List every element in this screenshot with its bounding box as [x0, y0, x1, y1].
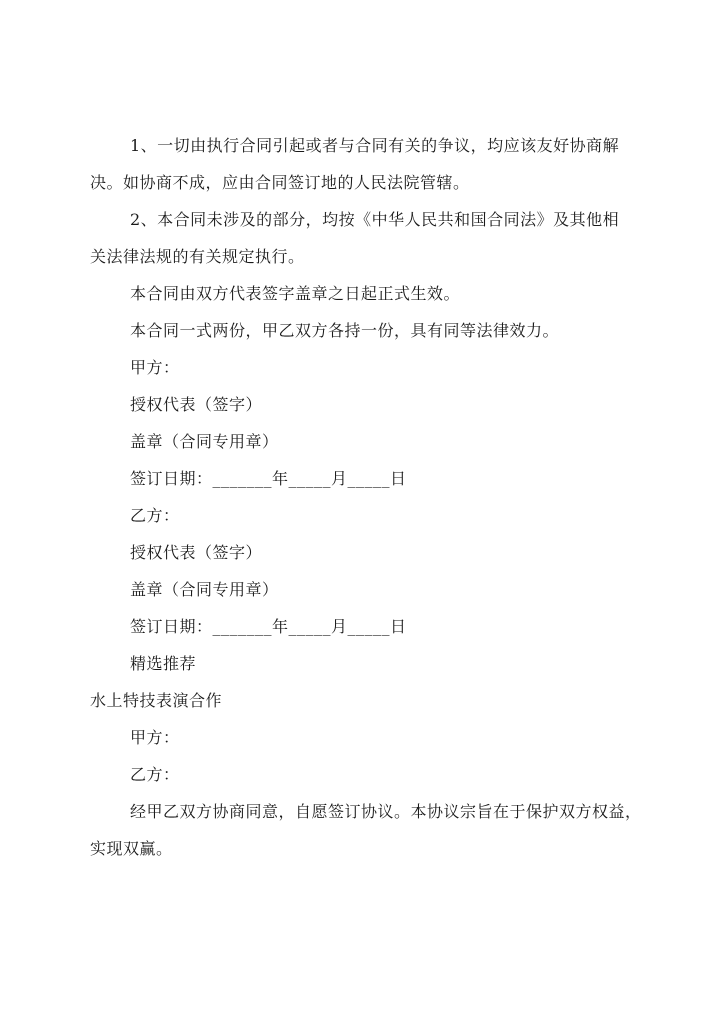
clause-2-line-1: 2、本合同未涉及的部分，均按《中华人民共和国合同法》及其他相	[130, 210, 620, 229]
next-intro-line-2: 实现双赢。	[90, 839, 173, 858]
next-intro-line-1: 经甲乙双方协商同意，自愿签订协议。本协议宗旨在于保护双方权益，	[130, 802, 642, 821]
party-a-label: 甲方：	[130, 358, 180, 377]
party-b-label: 乙方：	[130, 506, 180, 525]
next-party-a-label: 甲方：	[130, 728, 180, 747]
effect-text: 本合同由双方代表签字盖章之日起正式生效。	[130, 284, 461, 303]
clause-1-line-1: 1、一切由执行合同引起或者与合同有关的争议，均应该友好协商解	[130, 136, 620, 155]
party-a-seal: 盖章（合同专用章）	[130, 432, 279, 451]
document-body	[90, 127, 642, 867]
clause-1-line-2: 决。如协商不成，应由合同签订地的人民法院管辖。	[90, 173, 470, 192]
party-b-seal: 盖章（合同专用章）	[130, 580, 279, 599]
recommend-label: 精选推荐	[130, 654, 197, 673]
party-a-representative: 授权代表（签字）	[130, 395, 263, 414]
next-party-b-label: 乙方：	[130, 765, 180, 784]
party-a-date: 签订日期：_______年_____月_____日	[130, 469, 407, 488]
next-document-title: 水上特技表演合作	[90, 691, 223, 710]
copies-text: 本合同一式两份，甲乙双方各持一份，具有同等法律效力。	[130, 321, 560, 340]
party-b-representative: 授权代表（签字）	[130, 543, 263, 562]
party-b-date: 签订日期：_______年_____月_____日	[130, 617, 407, 636]
clause-2-line-2: 关法律法规的有关规定执行。	[90, 247, 305, 266]
